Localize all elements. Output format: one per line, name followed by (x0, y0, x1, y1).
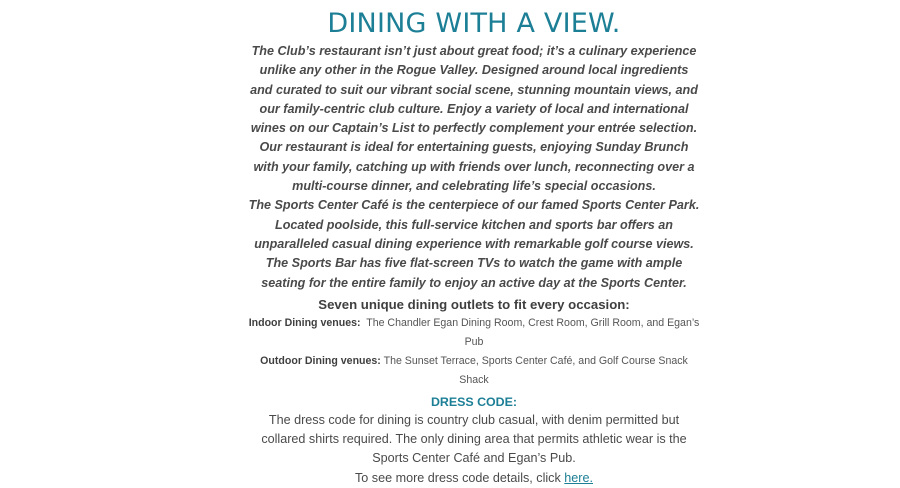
sports-cafe-description: The Sports Center Café is the centerpiece of our famed Sports Center Park. Located poolside, this full-service kitchen and sports bar offers an unparalleled casual dining experience with remarkable golf course views. The Sports Bar has five flat-screen TVs to watch the game with ample seating for the entire family to enjoy an active day at the Sports Center. (248, 198, 700, 290)
dining-section (248, 6, 700, 488)
indoor-venues-list: The Chandler Egan Dining Room, Crest Room, Grill Room, and Egan’s Pub (366, 316, 700, 348)
dress-code-more-prefix: To see more dress code details, click (354, 470, 565, 485)
outdoor-venues-label: Outdoor Dining venues: (260, 354, 381, 367)
dress-code-more (248, 469, 700, 488)
dining-outlets-heading: Seven unique dining outlets to fit every occasion: (318, 296, 630, 312)
restaurant-description: The Club’s restaurant isn’t just about great food; it’s a culinary experience unlike any other in the Rogue Valley. Designed around local ingredients and curated to suit our vibrant social scene, stunning mountain views, and our family-centric club culture. Enjoy a variety of local and international wines on our Captain’s List to perfectly complement your entrée selection. Our restaurant is ideal for entertaining guests, enjoying Sunday Brunch with your family, catching up with friends over lunch, reconnecting over a multi-course dinner, and celebrating life’s special occasions. (250, 44, 698, 194)
dress-code-text: The dress code for dining is country club casual, with denim permitted but collared shirts required. The only dining area that permits athletic wear is the Sports Center Café and Egan’s Pub. (261, 412, 687, 466)
outdoor-venues (248, 352, 700, 390)
dress-code-details-link[interactable]: here. (564, 470, 593, 485)
outdoor-venues-list: The Sunset Terrace, Sports Center Café, and Golf Course Snack Shack (383, 354, 688, 386)
dress-code-heading: DRESS CODE: (430, 394, 518, 409)
indoor-venues (248, 314, 700, 352)
indoor-venues-label: Indoor Dining venues: (248, 316, 361, 329)
page-title: DINING WITH A VIEW. (327, 8, 621, 39)
